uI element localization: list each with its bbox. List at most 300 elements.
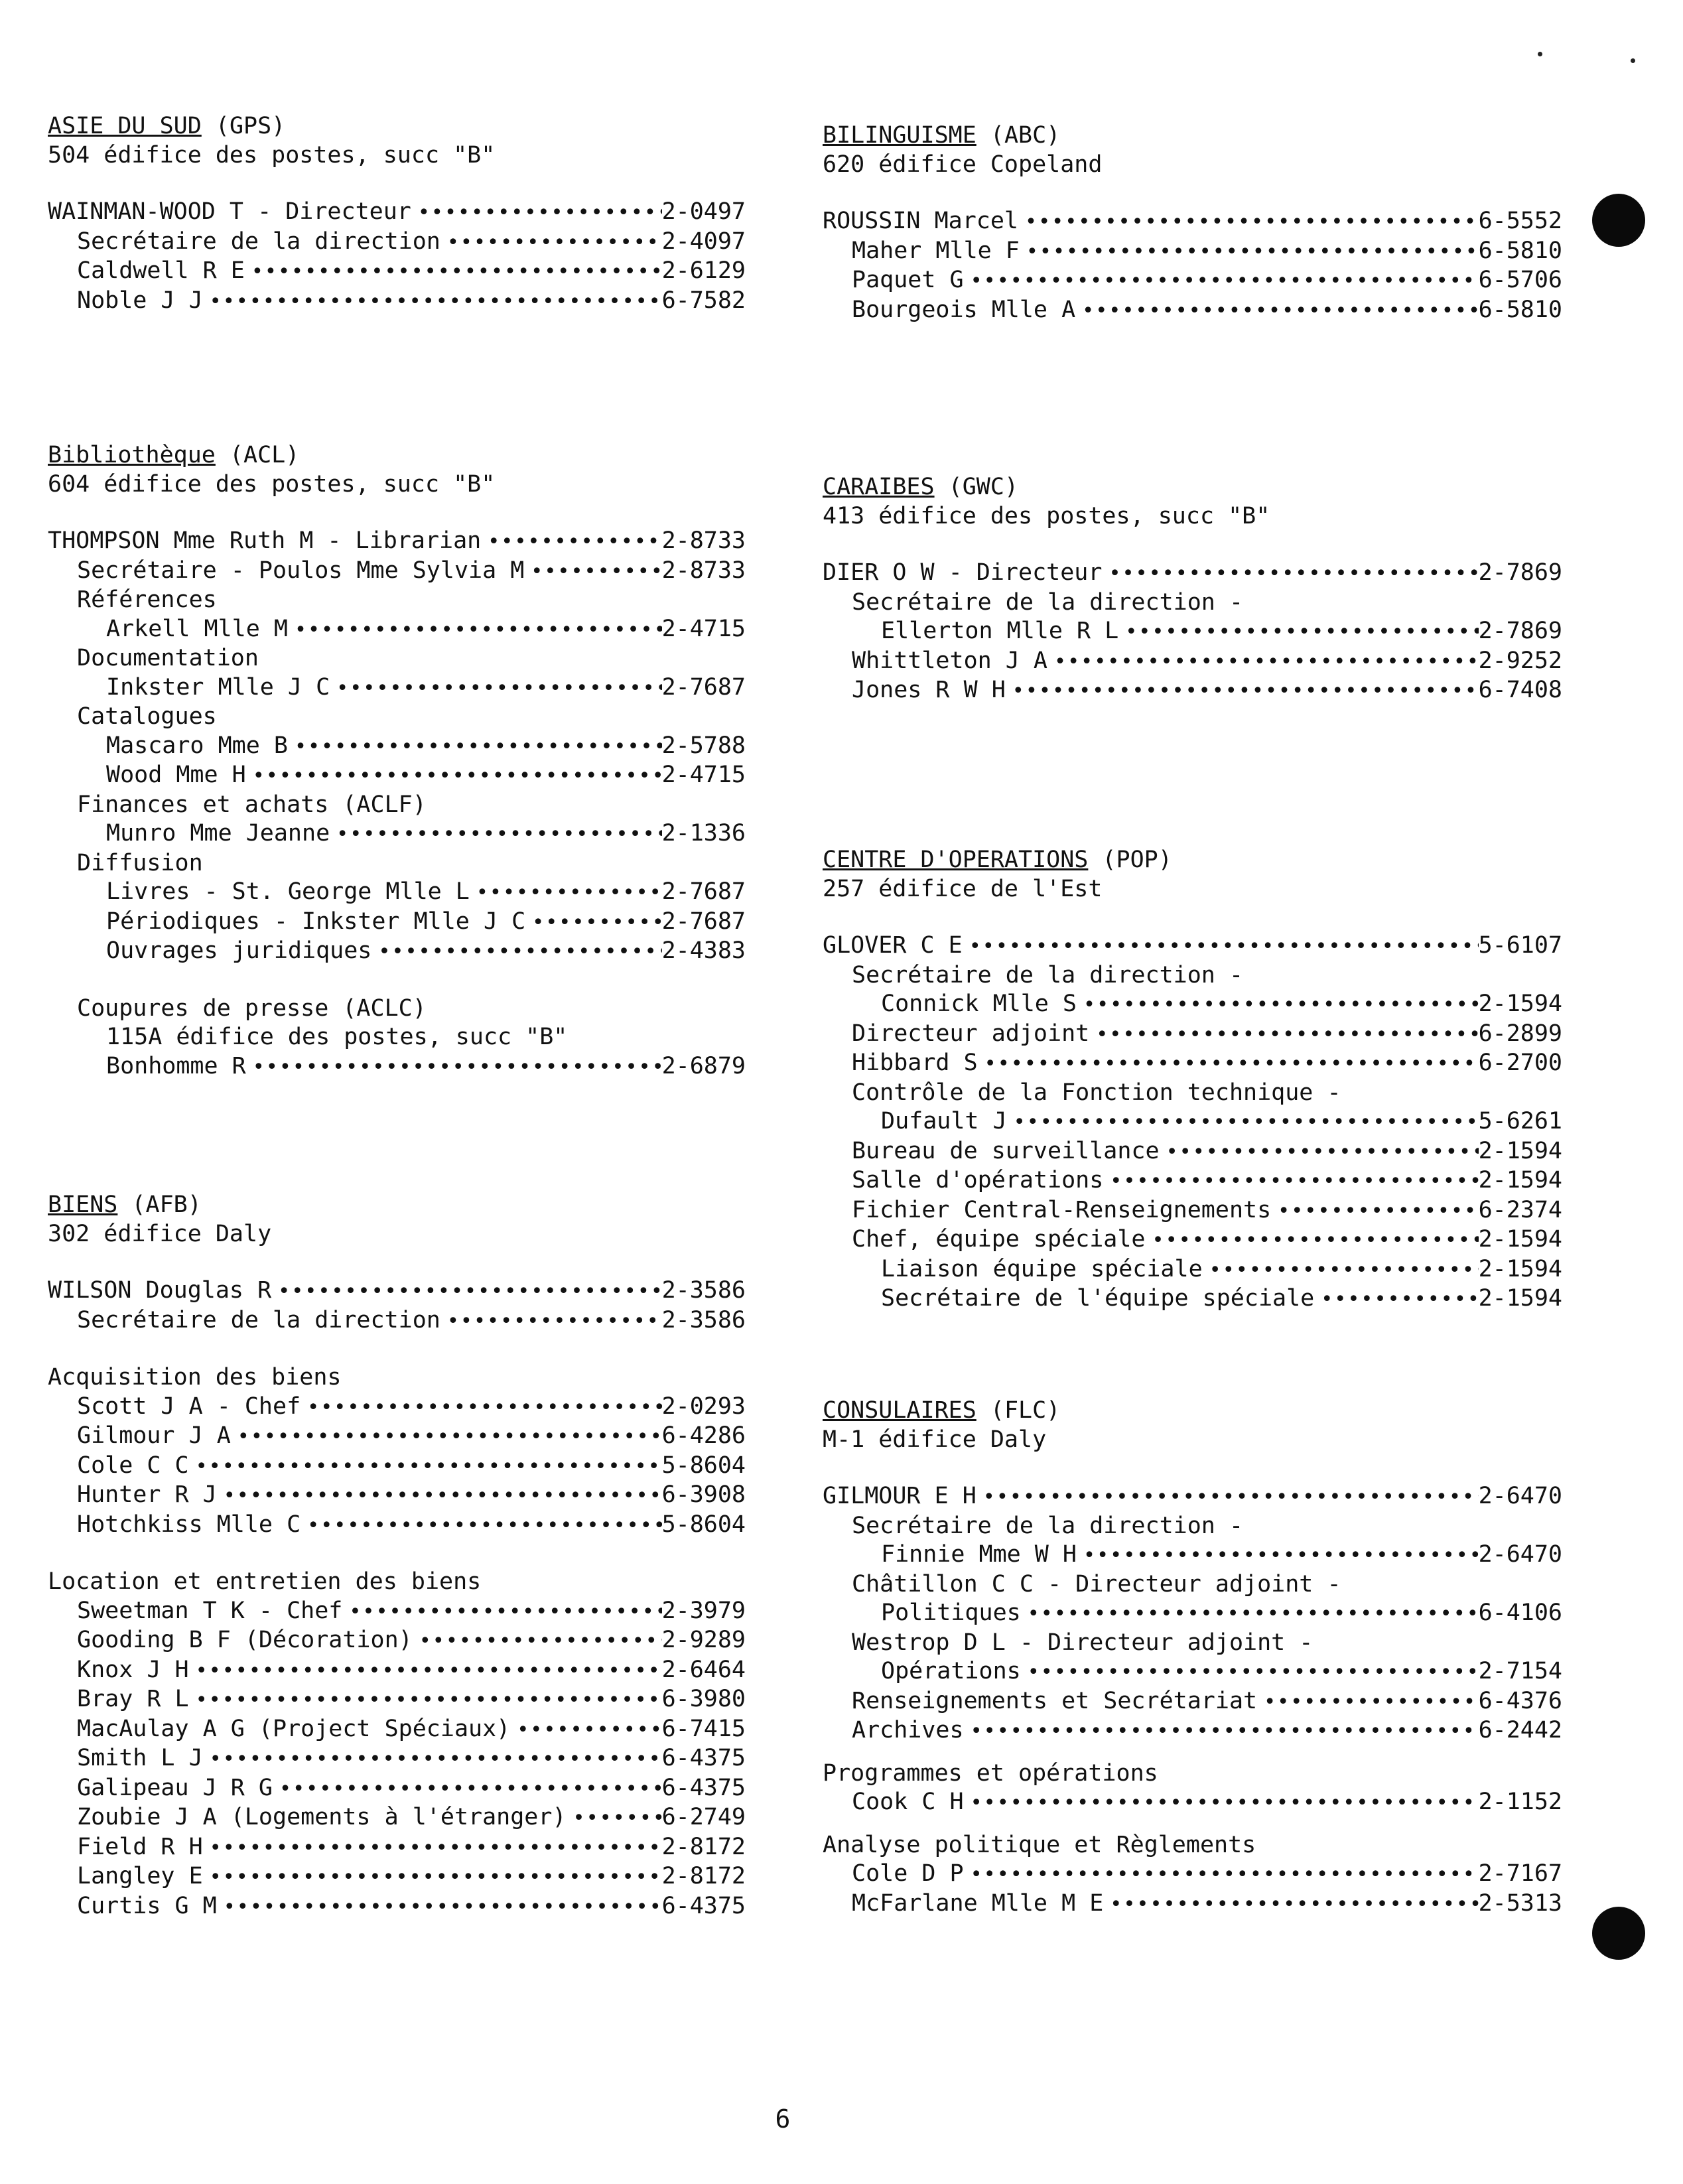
dot-leader xyxy=(330,674,661,703)
subheading: Secrétaire de la direction - xyxy=(852,588,1244,616)
entry-name: Connick Mlle S xyxy=(881,990,1077,1017)
entry-row xyxy=(823,1540,1562,1570)
dot-leader xyxy=(1047,648,1479,677)
entry-list xyxy=(48,527,746,1081)
dot-leader xyxy=(1020,238,1479,267)
entry-name: Hotchkiss Mlle C xyxy=(77,1511,301,1538)
entry-name: Cole D P xyxy=(852,1860,964,1887)
dot-leader xyxy=(288,732,662,762)
subheading: Secrétaire de la direction - xyxy=(852,961,1244,989)
entry-extension: 2-1594 xyxy=(1478,990,1562,1017)
entry-row xyxy=(823,559,1562,588)
dot-leader xyxy=(1075,297,1478,326)
entry-name: Scott J A - Chef xyxy=(77,1393,301,1420)
entry-extension: 2-3586 xyxy=(661,1306,746,1333)
entry-row xyxy=(48,1306,746,1336)
entry-name: Gooding B F (Décoration) xyxy=(77,1627,413,1653)
entry-row xyxy=(48,878,746,908)
entry-row xyxy=(48,1052,746,1082)
section-title: ASIE DU SUD xyxy=(48,113,202,139)
entry-name: Sweetman T K - Chef xyxy=(77,1597,343,1624)
entry-row xyxy=(48,1715,746,1745)
entry-row xyxy=(48,761,746,791)
entry-row xyxy=(48,937,746,967)
entry-row xyxy=(48,1597,746,1627)
entry-row xyxy=(48,732,746,762)
entry-name: Bonhomme R xyxy=(106,1052,246,1079)
entry-extension: 2-7869 xyxy=(1478,559,1562,586)
section-title: CARAIBES xyxy=(823,474,935,500)
dot-leader xyxy=(1160,1138,1479,1167)
entry-name: Ellerton Mlle R L xyxy=(881,618,1119,644)
section-heading xyxy=(48,111,746,141)
section-code: (FLC) xyxy=(990,1397,1061,1424)
section-address: 504 édifice des postes, succ "B" xyxy=(48,142,496,169)
entry-row xyxy=(48,557,746,586)
dot-leader xyxy=(440,228,662,257)
entry-name: Caldwell R E xyxy=(77,257,245,284)
subheading: Catalogues xyxy=(77,703,217,730)
entry-list xyxy=(48,198,746,316)
dot-leader xyxy=(1077,990,1479,1020)
dot-leader xyxy=(524,557,661,586)
entry-name: WILSON Douglas R xyxy=(48,1277,272,1304)
entry-extension: 2-8733 xyxy=(661,527,746,554)
entry-name: Wood Mme H xyxy=(106,762,246,788)
entry-extension: 6-2442 xyxy=(1478,1717,1562,1743)
entry-extension: 2-1594 xyxy=(1478,1226,1562,1253)
dot-leader xyxy=(1021,1658,1479,1687)
entry-extension: 2-9289 xyxy=(661,1627,746,1653)
dot-leader xyxy=(1203,1256,1479,1285)
entry-extension: 6-4106 xyxy=(1478,1600,1562,1626)
entry-extension: 6-5810 xyxy=(1478,296,1562,323)
entry-row xyxy=(823,266,1562,296)
entry-extension: 2-7687 xyxy=(661,878,746,905)
subheading: Contrôle de la Fonction technique - xyxy=(852,1079,1341,1106)
entry-extension: 2-7167 xyxy=(1478,1860,1562,1887)
entry-extension: 6-2700 xyxy=(1478,1050,1562,1076)
dot-leader xyxy=(1089,1020,1478,1050)
entry-name: Langley E xyxy=(77,1863,203,1889)
entry-extension: 6-4375 xyxy=(661,1745,746,1771)
entry-list xyxy=(823,207,1562,325)
section-heading xyxy=(823,1396,1562,1425)
dot-leader xyxy=(1118,618,1478,647)
dot-leader xyxy=(189,1452,662,1481)
entry-name: Opérations xyxy=(881,1658,1021,1684)
entry-extension: 2-8172 xyxy=(661,1833,746,1860)
dot-leader xyxy=(964,1789,1479,1818)
entry-name: Bureau de surveillance xyxy=(852,1137,1160,1164)
dot-leader xyxy=(342,1598,661,1627)
entry-row xyxy=(823,1716,1562,1746)
entry-name: WAINMAN-WOOD T - Directeur xyxy=(48,198,411,225)
entry-row xyxy=(48,1892,746,1922)
entry-row xyxy=(823,990,1562,1020)
dot-leader xyxy=(481,527,661,557)
entry-name: Secrétaire de la direction xyxy=(77,1306,440,1333)
entry-extension: 2-1152 xyxy=(1478,1789,1562,1815)
entry-list xyxy=(823,1482,1562,1919)
entry-name: Périodiques - Inkster Mlle J C xyxy=(106,908,526,935)
dot-leader xyxy=(245,257,662,287)
dot-leader xyxy=(189,1657,662,1686)
entry-name: Jones R W H xyxy=(852,677,1006,703)
dot-leader xyxy=(964,1860,1479,1889)
entry-row xyxy=(48,673,746,703)
entry-row xyxy=(823,931,1562,961)
subheading: Location et entretien des biens xyxy=(48,1568,482,1595)
section-heading xyxy=(48,1190,746,1219)
section-address: 413 édifice des postes, succ "B" xyxy=(823,503,1270,529)
dot-leader xyxy=(288,616,662,645)
subheading: Secrétaire de la direction - xyxy=(852,1512,1244,1539)
entry-row xyxy=(48,1685,746,1715)
subheading: Programmes et opérations xyxy=(823,1759,1158,1787)
dot-leader xyxy=(203,1745,662,1774)
entry-extension: 5-8604 xyxy=(661,1452,746,1479)
dot-leader xyxy=(203,1863,662,1892)
entry-extension: 6-2899 xyxy=(1478,1020,1562,1047)
entry-name: McFarlane Mlle M E xyxy=(852,1889,1104,1917)
entry-extension: 2-1336 xyxy=(661,820,746,847)
dot-leader xyxy=(978,1050,1479,1079)
dot-leader xyxy=(217,1481,662,1511)
scan-speck xyxy=(1631,58,1635,63)
section-address: M-1 édifice Daly xyxy=(823,1426,1047,1453)
entry-name: Livres - St. George Mlle L xyxy=(106,878,470,905)
dot-leader xyxy=(371,937,661,967)
dot-leader xyxy=(246,1053,662,1082)
entry-name: Mascaro Mme B xyxy=(106,732,288,759)
entry-extension: 2-4715 xyxy=(661,615,746,642)
entry-name: Curtis G M xyxy=(77,1892,217,1919)
punch-hole-top xyxy=(1592,194,1645,247)
section-code: (AFB) xyxy=(131,1192,202,1218)
entry-extension: 6-2374 xyxy=(1478,1196,1562,1223)
dot-leader xyxy=(963,932,1479,961)
dot-leader xyxy=(203,1834,662,1863)
section-bibliotheque xyxy=(48,441,746,1081)
entry-row xyxy=(48,1626,746,1656)
section-address: 257 édifice de l'Est xyxy=(823,876,1103,902)
section-heading xyxy=(823,845,1562,874)
subheading: Références xyxy=(77,586,217,613)
dot-leader xyxy=(1271,1197,1478,1226)
dot-leader xyxy=(1018,208,1479,237)
dot-leader xyxy=(1314,1285,1478,1314)
entry-name: Noble J J xyxy=(77,287,203,314)
entry-row xyxy=(48,908,746,937)
entry-name: Inkster Mlle J C xyxy=(106,673,330,701)
section-title: BILINGUISME xyxy=(823,122,976,149)
entry-extension: 6-2749 xyxy=(661,1804,746,1830)
dot-leader xyxy=(510,1716,661,1745)
entry-extension: 6-4375 xyxy=(661,1774,746,1801)
dot-leader xyxy=(189,1686,662,1715)
entry-extension: 2-1594 xyxy=(1478,1285,1562,1312)
entry-extension: 2-1594 xyxy=(1478,1137,1562,1164)
section-caraibes xyxy=(823,472,1562,706)
entry-row xyxy=(823,1225,1562,1255)
section-bilinguisme xyxy=(823,121,1562,325)
section-code: (ABC) xyxy=(990,122,1061,149)
section-heading xyxy=(823,472,1562,502)
dot-leader xyxy=(964,267,1479,296)
dot-leader xyxy=(271,1277,661,1306)
entry-extension: 2-6879 xyxy=(661,1052,746,1079)
entry-name: Ouvrages juridiques xyxy=(106,937,372,964)
subheading: Analyse politique et Règlements xyxy=(823,1831,1256,1858)
subheading: Coupures de presse (ACLC) xyxy=(77,994,427,1022)
entry-row xyxy=(48,1481,746,1511)
section-heading xyxy=(48,441,746,470)
entry-row xyxy=(48,615,746,645)
entry-name: Munro Mme Jeanne xyxy=(106,820,330,847)
section-title: Bibliothèque xyxy=(48,442,216,468)
entry-row xyxy=(48,819,746,849)
entry-extension: 6-3908 xyxy=(661,1481,746,1508)
entry-row xyxy=(48,1422,746,1452)
entry-row xyxy=(48,1803,746,1833)
dot-leader xyxy=(1103,1167,1478,1196)
entry-extension: 5-6261 xyxy=(1478,1108,1562,1134)
entry-row xyxy=(48,1862,746,1892)
entry-row xyxy=(823,1482,1562,1512)
entry-extension: 2-6470 xyxy=(1478,1541,1562,1568)
entry-name: Chef, équipe spéciale xyxy=(852,1226,1146,1253)
entry-extension: 2-6464 xyxy=(661,1656,746,1683)
subheading: Westrop D L - Directeur adjoint - xyxy=(852,1629,1313,1656)
entry-extension: 6-7582 xyxy=(661,287,746,314)
section-asie-du-sud xyxy=(48,111,746,316)
entry-row xyxy=(823,1599,1562,1629)
entry-extension: 6-5810 xyxy=(1478,237,1562,264)
entry-row xyxy=(48,527,746,557)
entry-name: Knox J H xyxy=(77,1656,189,1683)
entry-extension: 6-7408 xyxy=(1478,677,1562,703)
entry-extension: 2-5313 xyxy=(1478,1889,1562,1917)
entry-row xyxy=(823,1166,1562,1196)
entry-extension: 2-4097 xyxy=(661,228,746,255)
entry-row xyxy=(823,1049,1562,1079)
entry-name: Politiques xyxy=(881,1600,1021,1626)
dot-leader xyxy=(411,198,662,228)
entry-extension: 6-7415 xyxy=(661,1715,746,1742)
entry-name: Secrétaire - Poulos Mme Sylvia M xyxy=(77,557,525,584)
entry-name: Smith L J xyxy=(77,1745,203,1771)
entry-extension: 2-3586 xyxy=(661,1277,746,1304)
entry-row xyxy=(823,676,1562,706)
dot-leader xyxy=(330,820,661,849)
entry-row xyxy=(823,647,1562,677)
entry-extension: 2-7869 xyxy=(1478,618,1562,644)
entry-extension: 6-4376 xyxy=(1478,1687,1562,1714)
dot-leader xyxy=(1007,1108,1479,1137)
entry-extension: 2-9252 xyxy=(1478,647,1562,674)
section-heading xyxy=(823,121,1562,150)
entry-extension: 6-5706 xyxy=(1478,267,1562,293)
entry-name: Secrétaire de l'équipe spéciale xyxy=(881,1285,1315,1312)
dot-leader xyxy=(567,1804,662,1833)
entry-row xyxy=(48,228,746,257)
entry-name: Fichier Central-Renseignements xyxy=(852,1196,1272,1223)
entry-extension: 2-7154 xyxy=(1478,1658,1562,1684)
subheading: Diffusion xyxy=(77,849,203,876)
entry-name: Zoubie J A (Logements à l'étranger) xyxy=(77,1804,567,1830)
entry-name: Archives xyxy=(852,1717,964,1743)
dot-leader xyxy=(1021,1600,1479,1629)
entry-extension: 6-5552 xyxy=(1478,208,1562,234)
section-title: BIENS xyxy=(48,1192,118,1218)
entry-name: Hunter R J xyxy=(77,1481,217,1508)
entry-row xyxy=(48,1744,746,1774)
section-title: CENTRE D'OPERATIONS xyxy=(823,847,1089,873)
entry-row xyxy=(823,1860,1562,1889)
entry-list xyxy=(823,559,1562,706)
dot-leader xyxy=(246,762,662,791)
entry-name: GLOVER C E xyxy=(823,932,963,959)
entry-name: Hibbard S xyxy=(852,1050,978,1076)
sub-address: 115A édifice des postes, succ "B" xyxy=(106,1024,568,1050)
entry-name: Galipeau J R G xyxy=(77,1774,273,1801)
dot-leader xyxy=(525,908,661,937)
entry-extension: 2-8172 xyxy=(661,1863,746,1889)
entry-row xyxy=(823,207,1562,237)
entry-row xyxy=(823,1137,1562,1167)
section-address: 302 édifice Daly xyxy=(48,1221,272,1247)
entry-name: THOMPSON Mme Ruth M - Librarian xyxy=(48,527,482,554)
entry-row xyxy=(48,287,746,316)
dot-leader xyxy=(964,1717,1479,1746)
entry-row xyxy=(48,1511,746,1540)
section-code: (POP) xyxy=(1102,847,1172,873)
entry-name: Salle d'opérations xyxy=(852,1167,1104,1194)
entry-name: Maher Mlle F xyxy=(852,237,1020,264)
entry-extension: 2-4383 xyxy=(661,937,746,964)
dot-leader xyxy=(217,1893,662,1922)
entry-name: MacAulay A G (Project Spéciaux) xyxy=(77,1715,511,1742)
entry-name: Finnie Mme W H xyxy=(881,1541,1077,1568)
entry-name: Bray R L xyxy=(77,1686,189,1712)
dot-leader xyxy=(976,1483,1479,1512)
entry-extension: 6-3980 xyxy=(661,1686,746,1712)
entry-row xyxy=(48,1393,746,1422)
entry-name: Arkell Mlle M xyxy=(106,615,288,642)
section-code: (GPS) xyxy=(215,113,286,139)
dot-leader xyxy=(203,287,662,316)
entry-row xyxy=(823,1889,1562,1919)
dot-leader xyxy=(1103,1890,1478,1919)
dot-leader xyxy=(1257,1688,1478,1717)
entry-extension: 6-4375 xyxy=(661,1892,746,1919)
entry-row xyxy=(48,1774,746,1804)
entry-extension: 2-6129 xyxy=(661,257,746,284)
dot-leader xyxy=(301,1511,661,1540)
entry-name: Paquet G xyxy=(852,267,964,293)
entry-name: GILMOUR E H xyxy=(823,1483,976,1509)
entry-row xyxy=(823,617,1562,647)
entry-name: Dufault J xyxy=(881,1108,1007,1134)
dot-leader xyxy=(301,1393,661,1422)
entry-row xyxy=(823,1788,1562,1818)
subheading: Documentation xyxy=(77,645,259,671)
entry-name: DIER O W - Directeur xyxy=(823,559,1103,586)
entry-row xyxy=(823,296,1562,326)
entry-name: Cook C H xyxy=(852,1789,964,1815)
section-address: 620 édifice Copeland xyxy=(823,151,1103,178)
entry-extension: 2-7687 xyxy=(661,673,746,701)
entry-extension: 2-4715 xyxy=(661,762,746,788)
entry-extension: 2-0497 xyxy=(661,198,746,225)
entry-name: Liaison équipe spéciale xyxy=(881,1255,1203,1282)
entry-extension: 2-5788 xyxy=(661,732,746,759)
entry-list xyxy=(823,931,1562,1314)
entry-row xyxy=(823,1687,1562,1717)
entry-extension: 5-8604 xyxy=(661,1511,746,1538)
entry-extension: 2-1594 xyxy=(1478,1255,1562,1282)
entry-extension: 2-6470 xyxy=(1478,1483,1562,1509)
dot-leader xyxy=(231,1422,662,1452)
entry-extension: 2-0293 xyxy=(661,1393,746,1420)
entry-row xyxy=(48,1833,746,1863)
dot-leader xyxy=(1006,677,1479,706)
entry-extension: 6-4286 xyxy=(661,1422,746,1449)
dot-leader xyxy=(1102,559,1478,588)
section-consulaires xyxy=(823,1396,1562,1919)
punch-hole-bottom xyxy=(1592,1907,1645,1960)
entry-extension: 5-6107 xyxy=(1478,932,1562,959)
section-title: CONSULAIRES xyxy=(823,1397,976,1424)
entry-name: ROUSSIN Marcel xyxy=(823,208,1019,234)
entry-extension: 2-1594 xyxy=(1478,1167,1562,1194)
entry-name: Directeur adjoint xyxy=(852,1020,1090,1047)
entry-row xyxy=(48,1656,746,1686)
subheading: Châtillon C C - Directeur adjoint - xyxy=(852,1570,1341,1598)
entry-row xyxy=(823,1255,1562,1285)
entry-name: Gilmour J A xyxy=(77,1422,231,1449)
dot-leader xyxy=(273,1775,662,1804)
entry-row xyxy=(48,1276,746,1306)
entry-extension: 2-3979 xyxy=(661,1597,746,1624)
section-address: 604 édifice des postes, succ "B" xyxy=(48,471,496,498)
section-code: (GWC) xyxy=(948,474,1019,500)
entry-name: Whittleton J A xyxy=(852,647,1048,674)
entry-list xyxy=(48,1276,746,1921)
subheading: Acquisition des biens xyxy=(48,1364,342,1391)
entry-extension: 2-7687 xyxy=(661,908,746,935)
dot-leader xyxy=(1077,1541,1479,1570)
section-biens xyxy=(48,1190,746,1921)
entry-row xyxy=(823,237,1562,267)
subheading: Finances et achats (ACLF) xyxy=(77,791,427,818)
entry-name: Field R H xyxy=(77,1833,203,1860)
dot-leader xyxy=(413,1627,662,1656)
entry-name: Renseignements et Secrétariat xyxy=(852,1687,1258,1714)
entry-extension: 2-8733 xyxy=(661,557,746,584)
dot-leader xyxy=(470,878,662,908)
entry-row xyxy=(823,1107,1562,1137)
entry-row xyxy=(823,1657,1562,1687)
dot-leader xyxy=(440,1307,662,1336)
entry-row xyxy=(48,1452,746,1481)
scan-speck xyxy=(1538,52,1542,56)
entry-name: Secrétaire de la direction xyxy=(77,228,440,255)
section-code: (ACL) xyxy=(229,442,300,468)
entry-row xyxy=(823,1020,1562,1050)
section-centre-operations xyxy=(823,845,1562,1314)
